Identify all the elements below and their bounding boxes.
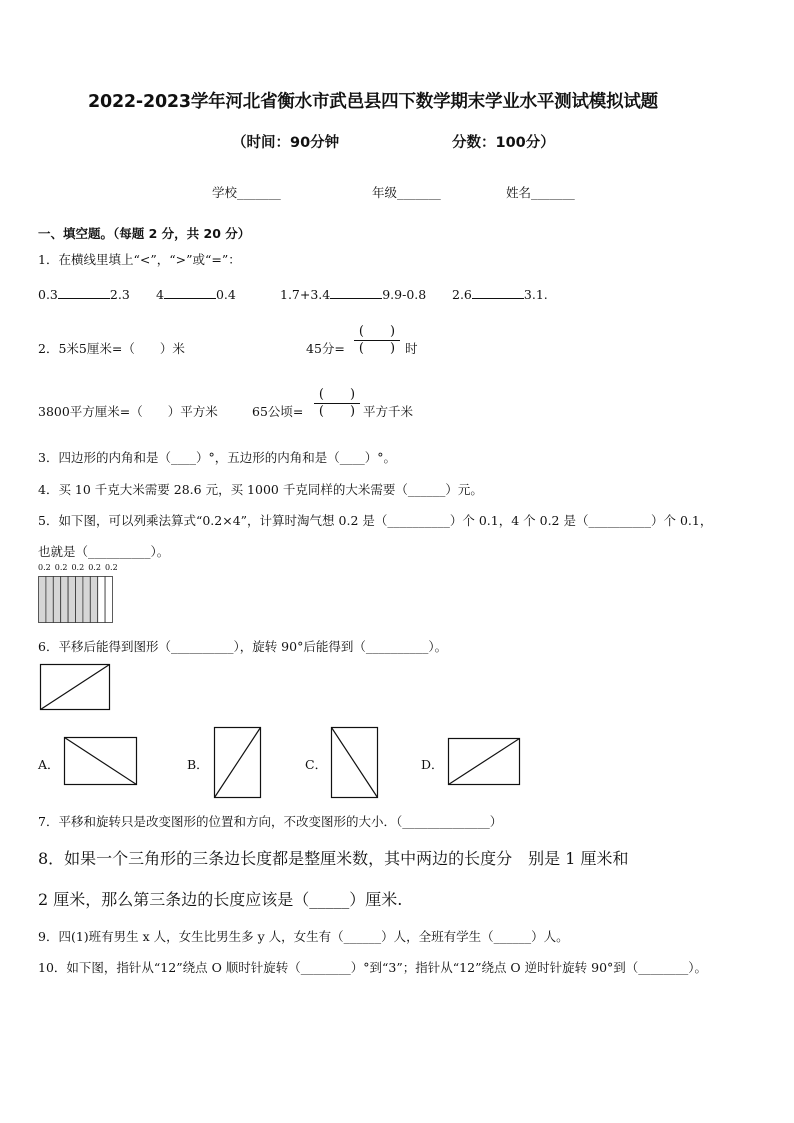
question-2b-right: 时 xyxy=(405,341,418,356)
strip-cell xyxy=(105,577,112,623)
q1-item-4: 2.6 3.1. xyxy=(452,287,548,302)
option-d-label: D． xyxy=(421,757,444,772)
question-2d-right: 平方千米 xyxy=(363,404,414,419)
strip-cell xyxy=(83,577,90,623)
strip-cell xyxy=(61,577,68,623)
question-8-line2: 2 厘米，那么第三条边的长度应该是（_____）厘米. xyxy=(38,890,403,909)
strip-cell xyxy=(46,577,53,623)
original-figure xyxy=(40,664,112,712)
question-7: 7．平移和旋转只是改变图形的位置和方向，不改变图形的大小．（______________） xyxy=(38,814,503,829)
exam-score: 分数：100分） xyxy=(452,135,555,151)
bar-label: 0.2 xyxy=(104,563,118,572)
bar-label: 0.2 xyxy=(71,563,85,572)
strip-cell xyxy=(68,577,75,623)
question-4: 4．买 10 千克大米需要 28.6 元，买 1000 千克同样的大米需要（______）元。 xyxy=(38,482,483,497)
strip-cell xyxy=(39,577,46,623)
strip-cell xyxy=(76,577,83,623)
question-9: 9．四(1)班有男生 x 人，女生比男生多 y 人，女生有（______）人，全班有学生（______）人。 xyxy=(38,929,569,944)
bar-label: 0.2 xyxy=(38,563,51,572)
fraction-2d: ( ) ( ) xyxy=(314,387,360,420)
section-title: 一、填空题。（每题 2 分，共 20 分） xyxy=(38,226,251,241)
name-field xyxy=(506,183,575,201)
q1-item-3: 1.7+3.4 9.9-0.8 xyxy=(280,287,427,302)
name-label: 姓名 xyxy=(506,185,532,200)
school-label: 学校 xyxy=(212,185,238,200)
bar-label: 0.2 xyxy=(54,563,68,572)
strip-cell xyxy=(98,577,105,623)
question-5-line1: 5．如下图，可以列乘法算式“0.2×4”，计算时淘气想 0.2 是（__________）个 0.1，4 个 0.2 是（__________）个 0.1， xyxy=(38,513,713,528)
option-a-label: A． xyxy=(38,757,60,772)
question-3: 3．四边形的内角和是（____）°，五边形的内角和是（____）°。 xyxy=(38,450,396,465)
page-title: 2022-2023学年河北省衡水市武邑县四下数学期末学业水平测试模拟试题 xyxy=(88,92,658,112)
exam-time: （时间：90分钟 xyxy=(232,135,340,151)
question-5-line2: 也就是（__________）。 xyxy=(38,544,170,559)
option-a-figure xyxy=(64,737,138,787)
option-b-figure xyxy=(214,727,262,799)
question-2b-left: 45分= xyxy=(306,341,345,356)
question-6: 6．平移后能得到图形（__________），旋转 90°后能得到（__________）。 xyxy=(38,639,448,654)
name-blank: _______ xyxy=(531,185,575,200)
question-10: 10．如下图，指针从“12”绕点 O 顺时针旋转（________）°到“3”；指针从“12”绕点 O 逆时针旋转 90°到（________）。 xyxy=(38,960,708,975)
question-2c: 3800平方厘米=（ ）平方米 xyxy=(38,404,218,419)
bar-label: 0.2 xyxy=(88,563,101,572)
q1-item-1: 0.3 2.3 xyxy=(38,287,130,302)
option-c-label: C． xyxy=(305,757,328,772)
grade-blank: _______ xyxy=(397,185,441,200)
bar-labels xyxy=(38,563,118,572)
option-d-figure xyxy=(448,738,522,788)
question-1: 1．在横线里填上“<”，“>”或“=”： xyxy=(38,252,241,267)
strip-cell xyxy=(90,577,97,623)
decimal-strip-figure xyxy=(38,576,114,624)
strip-cell xyxy=(53,577,60,623)
grade-label: 年级 xyxy=(372,185,398,200)
q1-item-2: 4 0.4 xyxy=(156,287,236,302)
question-8-line1: 8．如果一个三角形的三条边长度都是整厘米数，其中两边的长度分 别是 1 厘米和 xyxy=(38,849,629,868)
question-2d-left: 65公顷= xyxy=(252,404,304,419)
fraction-2b: ( ) ( ) xyxy=(354,324,400,357)
school-blank: _______ xyxy=(237,185,281,200)
school-field xyxy=(212,183,281,201)
option-c-figure xyxy=(331,727,379,799)
option-b-label: B． xyxy=(187,757,209,772)
grade-field xyxy=(372,183,441,201)
question-2a: 2．5米5厘米=（ ）米 xyxy=(38,341,185,356)
